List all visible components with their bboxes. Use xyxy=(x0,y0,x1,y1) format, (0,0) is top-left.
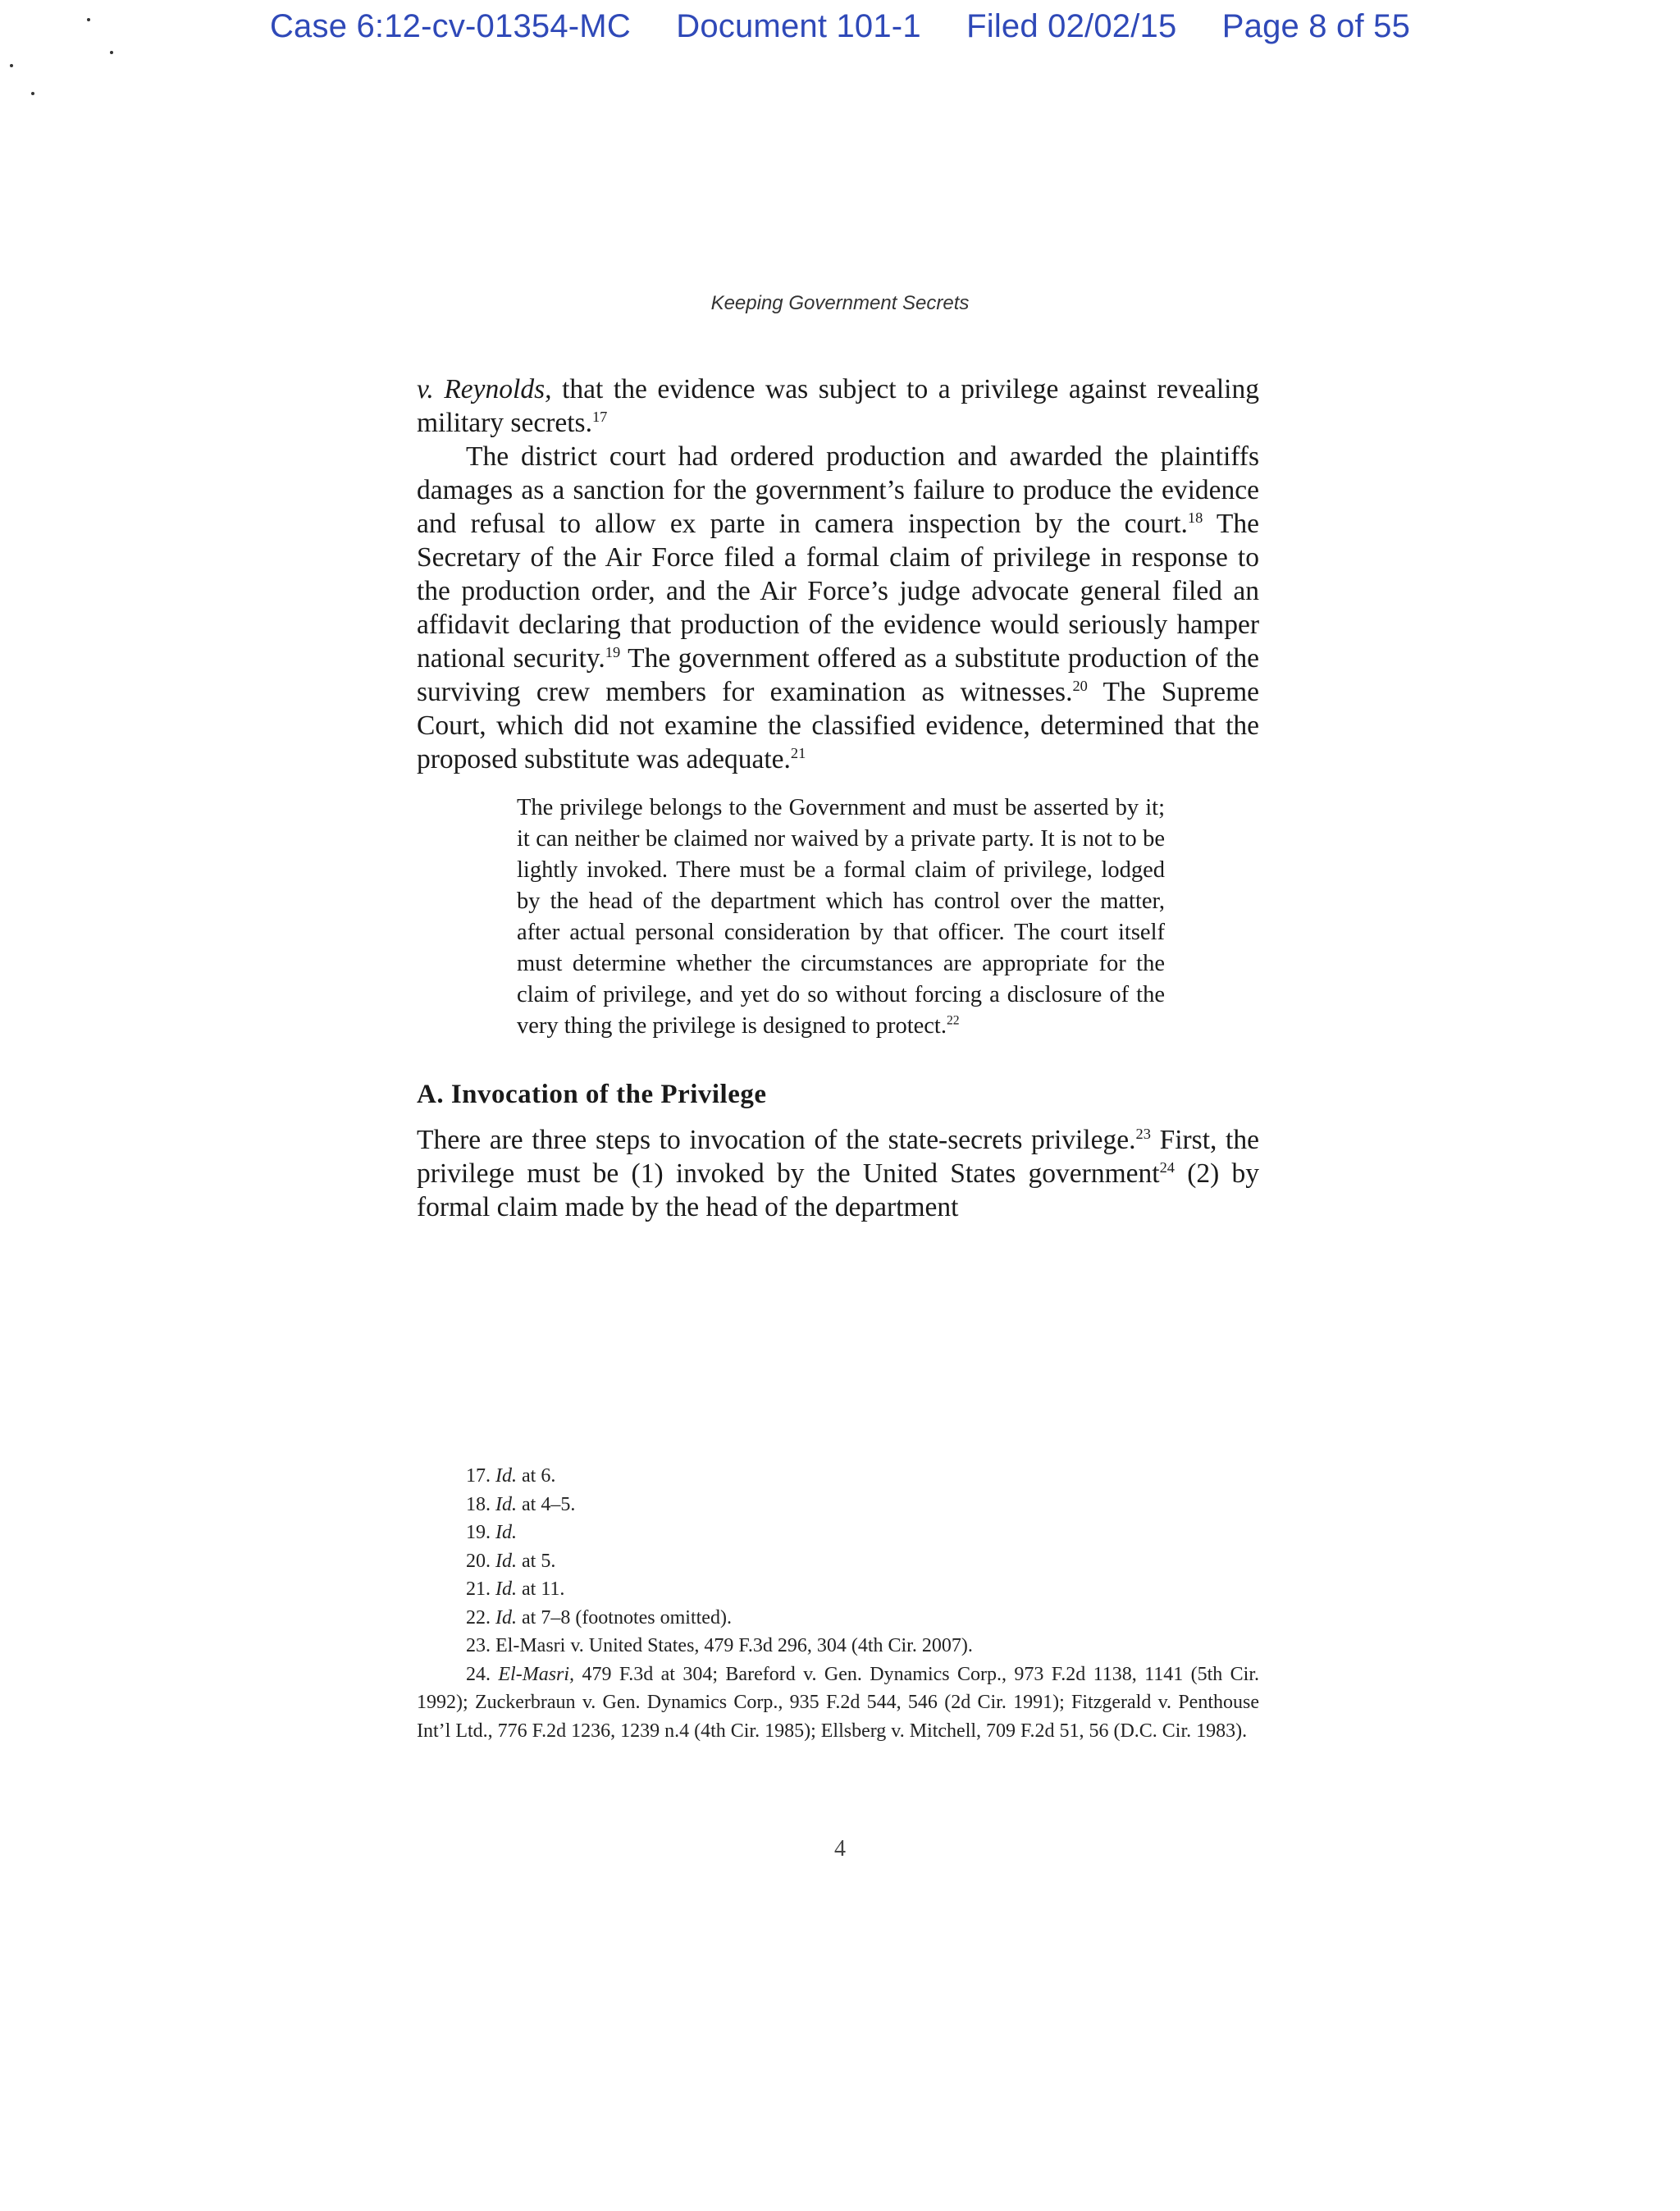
footnote: 17. Id. at 6. xyxy=(466,1465,556,1487)
footnote-ref: 17 xyxy=(591,408,608,425)
footnote-ref: 21 xyxy=(790,744,806,761)
scan-speck xyxy=(110,51,113,54)
running-head: Keeping Government Secrets xyxy=(710,292,970,314)
case-name: v. Reynolds, xyxy=(417,374,552,404)
footnote: 18. Id. at 4–5. xyxy=(466,1493,576,1515)
filed-date: Filed 02/02/15 xyxy=(966,8,1177,44)
footnotes xyxy=(417,1462,1259,1745)
paragraph-2: The district court had ordered production and awarded the plaintiffs damages as a sanction for the government’s failure to produce the evidence and refusal to allow ex parte in camera inspection by the court.$^{18}$ The Secretary of the Air Force filed a formal claim of privilege in response to the production order, and the Air Force’s judge advocate general filed an affidavit declaring that production of the evidence would seriously hamper national security.$^{19}$ The government offered as a substitute production of the surviving crew members for examination as witnesses.$^{20}$ The Supreme Court, which did not examine the classified evidence, determined that the proposed substitute was adequate.$^{21}$ xyxy=(417,441,1259,774)
case-stamp xyxy=(0,8,1680,45)
scan-speck xyxy=(10,64,13,67)
footnote-ref: 22 xyxy=(946,1013,960,1028)
footnote-ref: 23 xyxy=(1135,1125,1151,1142)
main-body xyxy=(417,372,1259,1224)
footnote-ref: 24 xyxy=(1159,1158,1175,1176)
paragraph-1: v. Reynolds, that the evidence was subject to a privilege against revealing military secrets.$^{17}$ xyxy=(417,374,1259,438)
footnote: 19. Id. xyxy=(466,1522,517,1543)
footnote: 20. Id. at 5. xyxy=(466,1550,556,1572)
footnote: 24. El-Masri, 479 F.3d at 304; Bareford v. Gen. Dynamics Corp., 973 F.2d 1138, 1141 (5th Cir. 1992); Zuckerbraun v. Gen. Dynamics Corp., 935 F.2d 544, 546 (2d Cir. 1991); Fitzgerald v. Penthouse Int’l Ltd., 776 F.2d 1236, 1239 n.4 (4th Cir. 1985); Ellsberg v. Mitchell, 709 F.2d 51, 56 (D.C. Cir. 1983). xyxy=(417,1663,1259,1742)
footnote: 23. El-Masri v. United States, 479 F.3d 296, 304 (4th Cir. 2007). xyxy=(466,1635,973,1656)
footnote-ref: 18 xyxy=(1187,509,1203,526)
scan-speck xyxy=(87,18,90,21)
scan-speck xyxy=(31,92,34,95)
footnote: 21. Id. at 11. xyxy=(466,1578,565,1600)
page-indicator: Page 8 of 55 xyxy=(1221,8,1411,44)
footnote-ref: 19 xyxy=(605,643,621,660)
footnote-ref: 20 xyxy=(1072,677,1088,694)
footnote: 22. Id. at 7–8 (footnotes omitted). xyxy=(466,1606,732,1629)
document-number: Document 101-1 xyxy=(676,8,921,44)
section-paragraph: There are three steps to invocation of the state-secrets privilege.$^{23}$ First, the privilege must be (1) invoked by the United States government$^{24}$ (2) by formal claim made by the head of the department xyxy=(417,1125,1259,1222)
block-quote: The privilege belongs to the Government and must be asserted by it; it can neither be claimed nor waived by a private party. It is not to be lightly invoked. There must be a formal claim of privilege, lodged by the head of the department which has control over the matter, after actual personal consideration by that officer. The court itself must determine whether the circumstances are appropriate for the claim of privilege, and yet do so without forcing a disclosure of the very thing the privilege is designed to protect.$^{22}$ xyxy=(517,795,1165,1039)
page-number: 4 xyxy=(834,1836,846,1862)
section-heading: A. Invocation of the Privilege xyxy=(417,1080,767,1109)
case-number: Case 6:12-cv-01354-MC xyxy=(269,8,631,44)
